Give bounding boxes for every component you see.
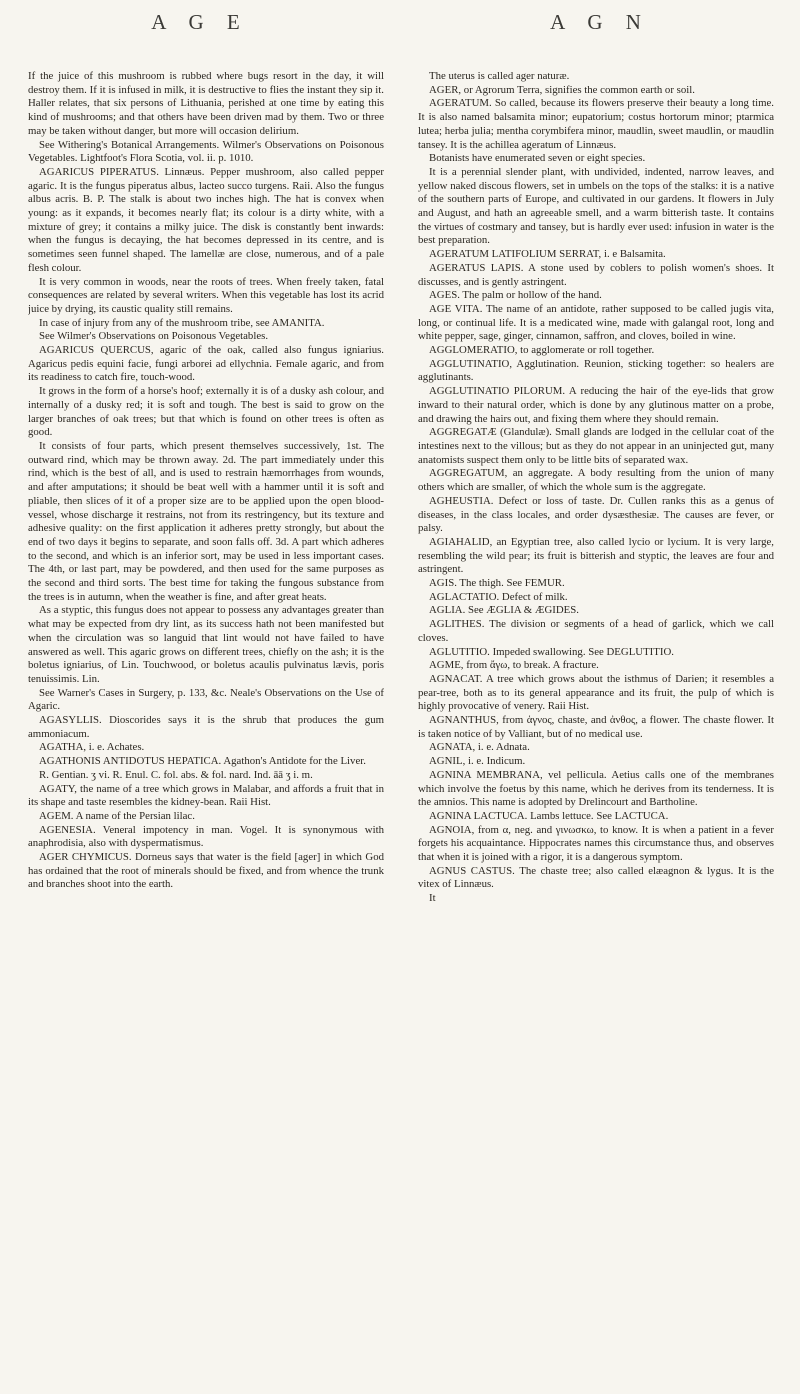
entry-paragraph: AGEM. A name of the Persian lilac. bbox=[39, 809, 195, 822]
entry-paragraph: AGATY, the name of a tree which grows in Malabar, and affords a fruit that in its shape and taste resembles the kidney-bean. Raii Hist. bbox=[28, 782, 384, 809]
entry-paragraph: See Warner's Cases in Surgery, p. 133, &c. Neale's Observations on the Use of Agaric. bbox=[28, 686, 384, 713]
entry-paragraph: If the juice of this mushroom is rubbed where bugs resort in the day, it will destroy them. If it is infused in milk, it is destructive to flies the instant they sip it. Haller relates, that six persons of Lithuania, perished at one time by eating this kind of mushrooms; and that others have been driven mad by them. Two or three may be taken without danger, but more will occasion delirium. bbox=[28, 70, 384, 137]
entry-paragraph: AGARICUS QUERCUS, agaric of the oak, called also fungus igniarius. Agaricus pedis equini facie, fungi arborei ad ellychnia. Female agaric, and from its readiness to catch fire, touch-wood. bbox=[28, 344, 384, 384]
entry-paragraph: Botanists have enumerated seven or eight species. bbox=[429, 152, 646, 165]
entry-paragraph: AGIAHALID, an Egyptian tree, also called lycio or lycium. It is very large, resembling the wild pear; its fruit is bitterish and styptic, the leaves are four and astringent. bbox=[418, 535, 774, 576]
entry-paragraph: AGNANTHUS, from ἁγνος, chaste, and ἀνθος, a flower. The chaste flower. It is taken notice of by Valliant, but of no medical use. bbox=[418, 714, 774, 740]
entry-paragraph: AGNUS CASTUS. The chaste tree; also called elæagnon & lygus. It is the vitex of Linnæus. bbox=[418, 864, 774, 891]
entry-paragraph: It is very common in woods, near the roots of trees. When freely taken, fatal consequences are related by several writers. When this vegetable has lost its acrid juice by drying, its caustic quality still remains. bbox=[28, 275, 384, 315]
entry-paragraph: AGERATUM LATIFOLIUM SERRAT, i. e Balsamita. bbox=[429, 248, 666, 261]
entry-paragraph: AGLITHES. The division or segments of a head of garlick, which we call cloves. bbox=[418, 618, 774, 644]
entry-paragraph: R. Gentian. ʒ vi. R. Enul. C. fol. abs. & fol. nard. Ind. āā ʒ i. m. bbox=[39, 768, 313, 781]
entry-paragraph: AGATHONIS ANTIDOTUS HEPATICA. Agathon's Antidote for the Liver. bbox=[39, 755, 366, 768]
right-column bbox=[418, 70, 774, 1388]
entry-paragraph: In case of injury from any of the mushroom tribe, see AMANITA. bbox=[39, 316, 325, 329]
entry-paragraph: AGNINA LACTUCA. Lambs lettuce. See LACTUCA. bbox=[429, 809, 669, 822]
page-header-right: A G N bbox=[550, 10, 650, 34]
entry-paragraph: AGNINA MEMBRANA, vel pellicula. Aetius calls one of the membranes which involve the foetus by this name, which he derives from its tenderness. It is the amnios. This name is adopted by Drelincourt and Bartholine. bbox=[418, 768, 774, 809]
entry-paragraph: It consists of four parts, which present themselves successively, 1st. The outward rind, which may be thrown away. 2d. The part immediately under this rind, which is the best of all, and is used to restrain hæmorrhages from wounds, and after amputations; it should be beat well with a hammer until it is soft and pliable, then slices of it of a proper size are to be applied upon the open blood-vessel, whose discharge it restrains, not from its restringency, but its texture and adhesive quality: on the first application it adheres pretty strongly, but about the end of two days it begins to separate, and soon falls off. 3d. A part which adheres to the second, and which is an inferior sort, may be used in less important cases. The 4th, or last part, may be powdered, and then used for the same purposes as the second and third sorts. The best time for taking the fungous substance from the trees is in autumn, when the weather is fine, and after great heats. bbox=[28, 439, 384, 603]
entry-paragraph: AGENESIA. Veneral impotency in man. Vogel. It is synonymous with anaphrodisia, also with dyspermatismus. bbox=[28, 823, 384, 850]
entry-paragraph: AGER, or Agrorum Terra, signifies the common earth or soil. bbox=[429, 83, 695, 96]
entry-paragraph: AGHEUSTIA. Defect or loss of taste. Dr. Cullen ranks this as a genus of diseases, in the class locales, and order dysæsthesiæ. The causes are fever, or palsy. bbox=[418, 494, 774, 535]
entry-paragraph: See Withering's Botanical Arrangements. Wilmer's Observations on Poisonous Vegetables. Lightfoot's Flora Scotia, vol. ii. p. 1010. bbox=[28, 138, 384, 165]
entry-paragraph: AGERATUS LAPIS. A stone used by coblers to polish women's shoes. It discusses, and is gently astringent. bbox=[418, 261, 774, 288]
entry-paragraph: AGES. The palm or hollow of the hand. bbox=[429, 289, 602, 302]
entry-paragraph: AGER CHYMICUS. Dorneus says that water is the field [ager] in which God has ordained that the root of minerals should be fixed, and from whence the trunk and branches shoot into the earth. bbox=[28, 851, 384, 891]
left-column bbox=[28, 70, 384, 1388]
entry-paragraph: It is a perennial slender plant, with undivided, indented, narrow leaves, and yellow naked discous flowers, set in umbels on the tops of the stalks: it is a native of the southern parts of Europe, and cultivated in our gardens. It flowers in July and August, and hath an agreeable smell, and a warm bitterish taste. It contains the virtues of costmary and tansey, but is hardly ever used: infusion in water is the best preparation. bbox=[418, 165, 774, 247]
entry-paragraph: AGLUTITIO. Impeded swallowing. See DEGLUTITIO. bbox=[429, 645, 674, 658]
entry-paragraph: AGATHA, i. e. Achates. bbox=[39, 741, 145, 754]
entry-paragraph: See Wilmer's Observations on Poisonous Vegetables. bbox=[39, 330, 269, 343]
page-header-left: A G E bbox=[151, 10, 249, 34]
entry-paragraph: AGNACAT. A tree which grows about the isthmus of Darien; it resembles a pear-tree, both as to its general appearance and its fruit, the pulp of which is highly provocative of venery. Raii Hist. bbox=[418, 672, 774, 713]
entry-paragraph: AGGLOMERATIO, to agglomerate or roll together. bbox=[429, 344, 655, 357]
entry-paragraph: AGLACTATIO. Defect of milk. bbox=[429, 590, 568, 603]
entry-paragraph: AGERATUM. So called, because its flowers preserve their beauty a long time. It is also named balsamita minor; eupatorium; costus hortorum minor; ptarmica lutea; herba julia; mentha corymbifera minor, maudlin, sweet maudlin, or maudlin tansey. It is the achillea ageratum of Linnæus. bbox=[418, 97, 774, 151]
entry-paragraph: AGLIA. See ÆGLIA & ÆGIDES. bbox=[429, 604, 579, 617]
entry-paragraph: It bbox=[429, 892, 436, 905]
entry-paragraph: AGGREGATUM, an aggregate. A body resulting from the union of many others which are smaller, of which the whole sum is the aggregate. bbox=[418, 467, 774, 494]
entry-paragraph: AGGREGATÆ (Glandulæ). Small glands are lodged in the cellular coat of the intestines next to the villous; but as they do not appear in an uninjected gut, many anatomists suspect them only to be little bits of separated wax. bbox=[418, 426, 774, 466]
entry-paragraph: AGIS. The thigh. See FEMUR. bbox=[429, 577, 565, 590]
entry-paragraph: The uterus is called ager naturæ. bbox=[429, 70, 570, 82]
entry-paragraph: AGNIL, i. e. Indicum. bbox=[429, 755, 526, 768]
entry-paragraph: It grows in the form of a horse's hoof; externally it is of a dusky ash colour, and internally of a dusky red; it is soft and tough. The best is said to grow on the larger branches of oak trees; but that which is found on other trees is often as good. bbox=[28, 385, 384, 439]
entry-paragraph: AGE VITA. The name of an antidote, rather supposed to be called jugis vita, long, or continual life. It is a medicated wine, made with galangal root, long and white pepper, sage, ginger, cinnamon, saffron, and cloves, boiled in wine. bbox=[418, 302, 774, 343]
entry-paragraph: As a styptic, this fungus does not appear to possess any advantages greater than what may be expected from dry lint, as its success hath not been manifested but when the circulation was so languid that lint would not have failed to have answered as well. This agaric grows on different trees, chiefly on the ash; it is the boletus igniarius, of Lin. Touchwood, or boletus acaulis pulvinatus lævis, poris tenuissimis. Lin. bbox=[28, 604, 384, 685]
entry-paragraph: AGME, from ἄγω, to break. A fracture. bbox=[429, 659, 599, 672]
entry-paragraph: AGNOIA, from α, neg. and γινωσκω, to know. It is when a patient in a fever forgets his acquaintance. Hippocrates names this circumstance thus, and observes that when it is joined with a rigor, it is a dangerous symptom. bbox=[418, 823, 774, 864]
entry-paragraph: AGNATA, i. e. Adnata. bbox=[429, 741, 530, 754]
entry-paragraph: AGGLUTINATIO, Agglutination. Reunion, sticking together: so healers are agglutinants. bbox=[418, 357, 774, 384]
entry-paragraph: AGASYLLIS. Dioscorides says it is the shrub that produces the gum ammoniacum. bbox=[28, 714, 384, 740]
entry-paragraph: AGGLUTINATIO PILORUM. A reducing the hair of the eye-lids that grow inward to their natural order, which is done by any glutinous matter on a probe, and drawing the hairs out, and fixing them where they should remain. bbox=[418, 385, 774, 425]
entry-paragraph: AGARICUS PIPERATUS. Linnæus. Pepper mushroom, also called pepper agaric. It is the fungus piperatus albus, lacteo succo turgens. Raii. Also the fungus albus acris. B. P. The stalk is about two inches high. The hat is convex when young: as it expands, it becomes nearly flat; its colour is a dirty white, with a mixture of grey; it contains a milky juice. The disk is constantly bent inwards: when the fungus is decaying, the hat becomes depressed in its centre, and is sometimes seen funnel shaped. The lamellæ are close, numerous, and of a pale flesh colour. bbox=[28, 165, 384, 274]
